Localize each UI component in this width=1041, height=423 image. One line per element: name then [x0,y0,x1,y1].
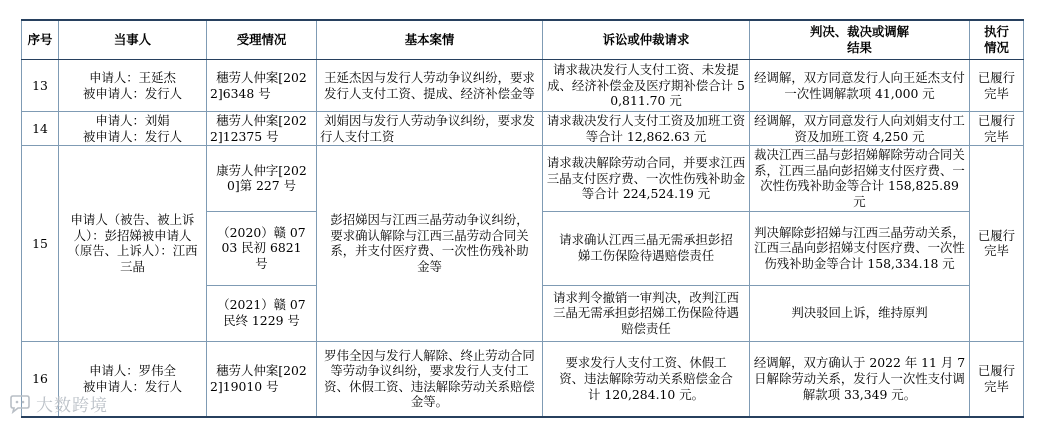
header-basic-facts: 基本案情 [317,20,543,60]
cell-seq: 15 [22,146,59,341]
cell-judgment: 判决解除彭招娣与江西三晶劳动关系，江西三晶向彭招娣支付医疗费、一次性伤残补助金等合计 158,334.18 元 [750,211,970,285]
cell-claim: 要求发行人支付工资、休假工资、违法解除劳动关系赔偿金合计 120,284.10 元。 [543,341,750,417]
cell-acceptance: 穗劳人仲案[2022]6348 号 [207,60,317,112]
table-header-row [22,20,1024,60]
header-judgment [750,20,970,60]
cell-seq: 14 [22,112,59,146]
cell-seq: 13 [22,60,59,112]
party-applicant: 申请人：王延杰 [89,69,176,85]
party-applicant: 申请人：罗伟全 [89,363,176,379]
table-row [22,60,1024,112]
cell-seq: 16 [22,341,59,417]
cell-acceptance: （2020）赣 0703 民初 6821 号 [207,211,317,285]
party-respondent: 被申请人：发行人 [82,85,183,101]
header-claim: 诉讼或仲裁请求 [543,20,750,60]
litigation-table [21,19,1024,418]
cell-execution: 已履行完毕 [970,341,1024,417]
cell-claim: 请求确认江西三晶无需承担彭招娣工伤保险待遇赔偿责任 [543,211,750,285]
party-applicant: 申请人：刘娟 [95,113,170,128]
cell-execution: 已履行完毕 [970,60,1024,112]
header-execution-line2: 情况 [984,40,1009,55]
cell-execution: 已履行完毕 [970,112,1024,146]
cell-claim: 请求裁决解除劳动合同，并要求江西三晶支付医疗费、一次性伤残补助金等合计 224,524.19 元 [543,146,750,211]
header-execution-line1: 执行 [984,24,1009,40]
party-respondent: 被申请人：发行人 [82,378,183,394]
header-judgment-line1: 判决、裁决或调解 [809,24,910,40]
cell-basic-facts: 王延杰因与发行人劳动争议纠纷，要求发行人支付工资、提成、经济补偿金等 [317,60,543,112]
speech-bubble-logo-icon [8,394,32,414]
cell-basic-facts: 彭招娣因与江西三晶劳动争议纠纷，要求确认解除与江西三晶劳动合同关系，并支付医疗费、一次性伤残补助金等 [317,146,543,341]
table-row [22,146,1024,211]
watermark [8,391,108,416]
cell-claim: 请求裁决发行人支付工资、未发提成、经济补偿金及医疗期补偿合计 50,811.70 元 [543,60,750,112]
cell-judgment: 经调解，双方确认于 2022 年 11 月 7 日解除劳动关系，发行人一次性支付调解款项 33,349 元。 [750,341,970,417]
cell-acceptance: 康劳人仲字[2020]第 227 号 [207,146,317,211]
cell-acceptance: 穗劳人仲案[2022]12375 号 [207,112,317,146]
cell-claim: 请求裁决发行人支付工资及加班工资等合计 12,862.63 元 [543,112,750,146]
cell-claim: 请求判令撤销一审判决，改判江西三晶无需承担彭招娣工伤保险待遇赔偿责任 [543,285,750,341]
cell-party [59,60,207,112]
cell-judgment: 判决驳回上诉，维持原判 [750,285,970,341]
header-judgment-line2: 结果 [847,40,872,55]
cell-acceptance: （2021）赣 07 民终 1229 号 [207,285,317,341]
table-row [22,341,1024,417]
table-row [22,112,1024,146]
watermark-text: 大数跨境 [36,396,108,416]
cell-party [59,112,207,146]
header-seq: 序号 [22,20,59,60]
cell-judgment: 经调解，双方同意发行人向王延杰支付一次性调解款项 41,000 元 [750,60,970,112]
cell-party: 申请人（被告、被上诉人）：彭招娣被申请人（原告、上诉人）：江西三晶 [59,146,207,341]
cell-execution: 已履行完毕 [970,146,1024,341]
cell-basic-facts: 罗伟全因与发行人解除、终止劳动合同等劳动争议纠纷，要求发行人支付工资、休假工资、违法解除劳动关系赔偿金等。 [317,341,543,417]
party-respondent: 被申请人：发行人 [82,128,183,144]
cell-basic-facts: 刘娟因与发行人劳动争议纠纷，要求发行人支付工资 [317,112,543,146]
header-execution [970,20,1024,60]
header-party: 当事人 [59,20,207,60]
cell-judgment: 裁决江西三晶与彭招娣解除劳动合同关系，江西三晶向彭招娣支付医疗费、一次性伤残补助金等合计 158,825.89 元 [750,146,970,211]
header-acceptance: 受理情况 [207,20,317,60]
cell-judgment: 经调解，双方同意发行人向刘娟支付工资及加班工资 4,250 元 [750,112,970,146]
cell-acceptance: 穗劳人仲案[2022]19010 号 [207,341,317,417]
